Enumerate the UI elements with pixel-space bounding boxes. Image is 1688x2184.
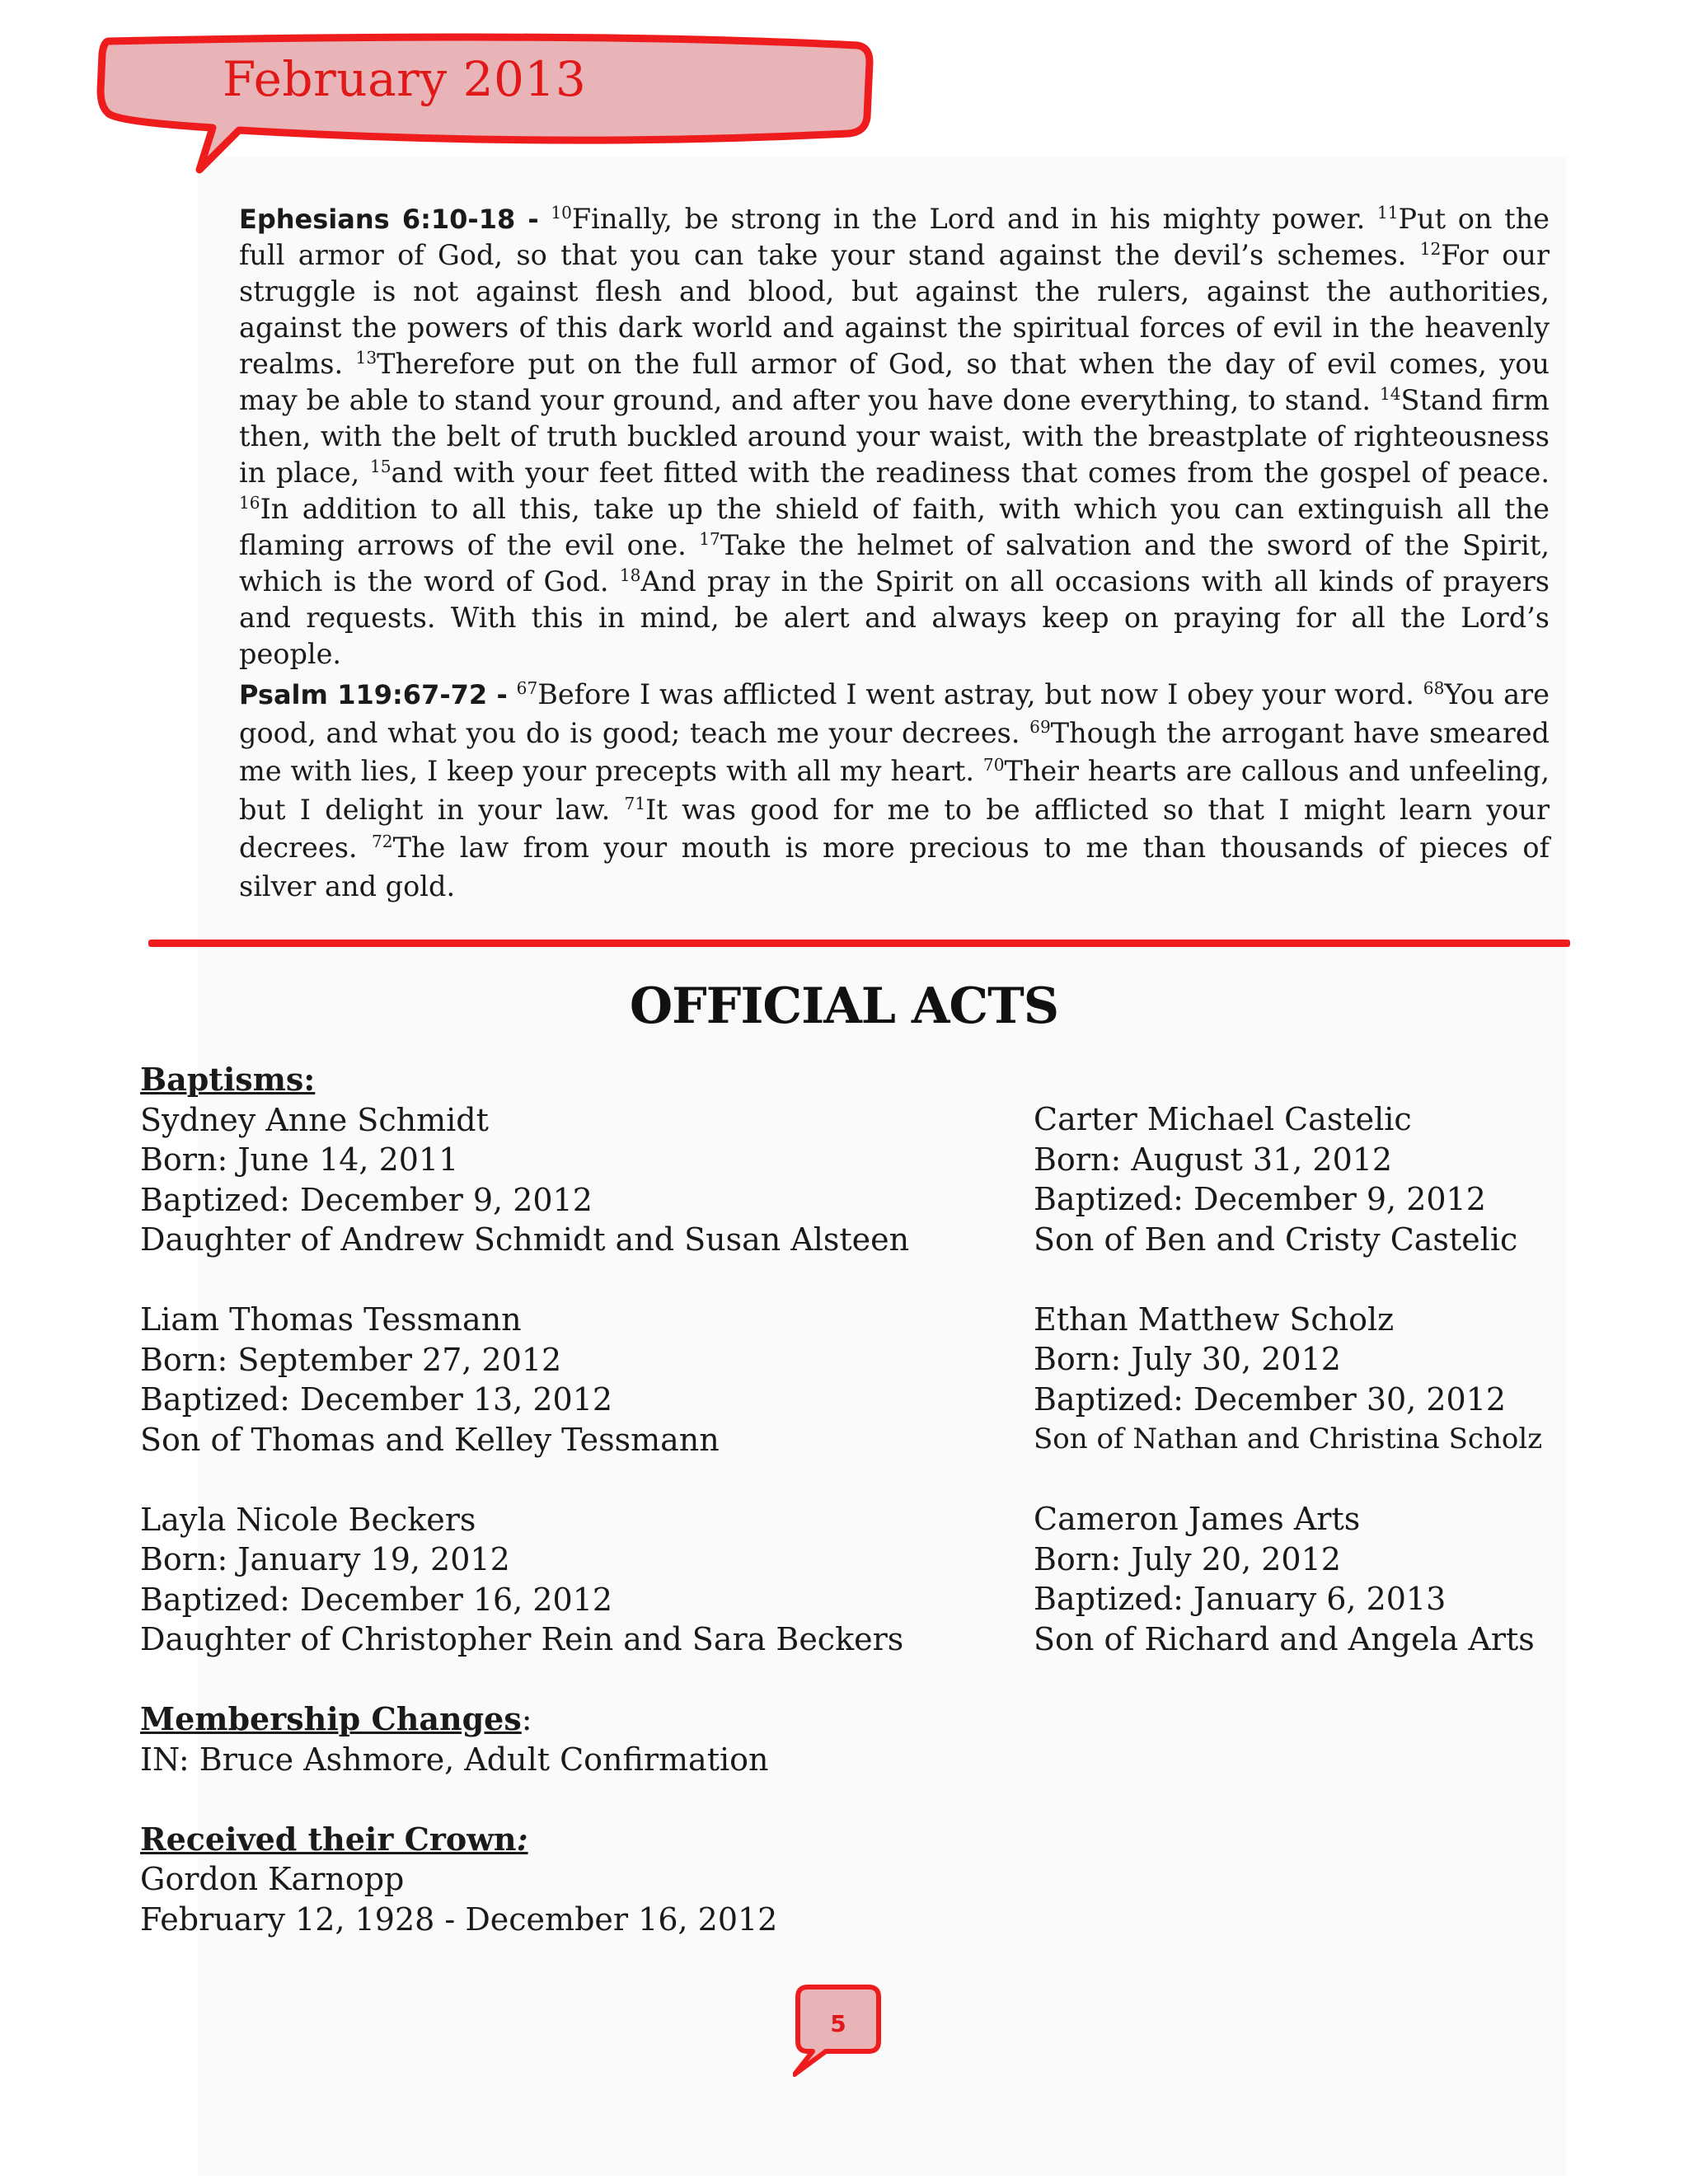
speech-bubble-icon (91, 25, 890, 190)
verse-number: 10 (551, 202, 572, 223)
scripture-ephesians (239, 201, 1550, 673)
verse-text: For our struggle is not against flesh and blood, but against the rulers, against the authorities, against the powers of this dark world and against the spiritual forces of evil in the heavenly realms. (239, 239, 1550, 380)
crown-heading-line (140, 1820, 909, 1860)
baptism-entry (140, 1500, 909, 1660)
verse-number: 70 (982, 754, 1005, 775)
membership-entry: IN: Bruce Ashmore, Adult Confirmation (140, 1741, 769, 1778)
baptism-born: Born: July 30, 2012 (1034, 1341, 1341, 1377)
verse-number: 14 (1379, 383, 1401, 404)
verse-text: Take the helmet of salvation and the sword of the Spirit, which is the word of God. (239, 529, 1550, 598)
official-acts-right-column (1034, 1099, 1542, 1699)
baptism-parents: Daughter of Christopher Rein and Sara Beckers (140, 1621, 904, 1657)
verse-text: In addition to all this, take up the shield of faith, with which you can extinguish all the flaming arrows of the evil one. (239, 493, 1550, 561)
verse-number: 69 (1029, 716, 1051, 737)
crown-colon: : (516, 1820, 528, 1858)
baptism-baptized: Baptized: December 9, 2012 (140, 1181, 593, 1218)
baptism-entry (140, 1300, 909, 1460)
baptism-entry (140, 1100, 909, 1260)
official-acts-title: OFFICIAL ACTS (629, 977, 1059, 1035)
verse-number: 18 (619, 565, 641, 585)
section-divider (148, 940, 1570, 947)
baptism-name: Ethan Matthew Scholz (1034, 1301, 1395, 1338)
page-title: February 2013 (223, 51, 587, 107)
verse-text: You are good, and what you do is good; teach me your decrees. (239, 678, 1550, 749)
verse-number: 71 (624, 793, 646, 813)
baptism-baptized: Baptized: December 16, 2012 (140, 1581, 613, 1618)
baptism-name: Cameron James Arts (1034, 1501, 1361, 1537)
psalm-reference: Psalm 119:67-72 - (239, 679, 508, 710)
verse-number: 17 (699, 528, 720, 549)
baptism-born: Born: June 14, 2011 (140, 1141, 459, 1178)
verse-text: Though the arrogant have smeared me with lies, I keep your precepts with all my heart. (239, 716, 1550, 787)
baptism-baptized: Baptized: January 6, 2013 (1034, 1581, 1447, 1617)
verse-number: 68 (1423, 677, 1445, 698)
verse-text: Stand firm then, with the belt of truth buckled around your waist, with the breastplate of righteousness in place, (239, 384, 1550, 489)
membership-heading-line (140, 1699, 909, 1740)
baptism-parents: Daughter of Andrew Schmidt and Susan Alsteen (140, 1221, 910, 1258)
verse-text: And pray in the Spirit on all occasions with all kinds of prayers and requests. With this in mind, be alert and always keep on praying for all the Lord’s people. (239, 565, 1550, 670)
verse-number: 15 (369, 456, 392, 476)
baptism-name: Carter Michael Castelic (1034, 1101, 1412, 1137)
scripture-psalm (239, 676, 1550, 906)
crown-dates: February 12, 1928 - December 16, 2012 (140, 1900, 778, 1938)
baptism-baptized: Baptized: December 13, 2012 (140, 1381, 613, 1418)
membership-heading: Membership Changes (140, 1700, 522, 1737)
baptism-baptized: Baptized: December 30, 2012 (1034, 1380, 1507, 1418)
ephesians-reference: Ephesians 6:10-18 - (239, 204, 539, 235)
verse-text: and with your feet fitted with the readiness that comes from the gospel of peace. (391, 457, 1550, 489)
baptism-born: Born: August 31, 2012 (1034, 1141, 1393, 1178)
verse-text: Therefore put on the full armor of God, so that when the day of evil comes, you may be able to stand your ground, and after you have done everything, to stand. (239, 348, 1550, 416)
membership-colon: : (521, 1701, 532, 1737)
verse-number: 12 (1419, 238, 1442, 259)
baptisms-heading: Baptisms: (140, 1061, 316, 1098)
verse-text: Finally, be strong in the Lord and in his mighty power. (571, 203, 1377, 235)
baptism-born: Born: January 19, 2012 (140, 1541, 510, 1577)
baptism-entry (1034, 1300, 1542, 1460)
baptism-name: Sydney Anne Schmidt (140, 1101, 489, 1138)
verse-number: 72 (372, 831, 393, 851)
baptism-name: Liam Thomas Tessmann (140, 1301, 522, 1338)
baptism-parents: Son of Richard and Angela Arts (1034, 1620, 1535, 1657)
crown-heading: Received their Crown (140, 1820, 517, 1858)
verse-text: The law from your mouth is more precious to me than thousands of pieces of silver and gold. (239, 832, 1550, 902)
verse-number: 16 (239, 492, 260, 513)
verse-number: 67 (516, 677, 538, 698)
verse-number: 11 (1376, 202, 1399, 223)
official-acts-left-column (140, 1060, 909, 1939)
baptism-born: Born: September 27, 2012 (140, 1341, 562, 1378)
crown-name: Gordon Karnopp (140, 1861, 405, 1897)
page-number: 5 (830, 2010, 846, 2037)
verse-text: Before I was afflicted I went astray, but now I obey your word. (537, 678, 1423, 710)
baptism-parents: Son of Nathan and Christina Scholz (1034, 1422, 1543, 1455)
baptism-baptized: Baptized: December 9, 2012 (1034, 1181, 1486, 1217)
verse-text: Their hearts are callous and unfeeling, but I delight in your law. (239, 755, 1550, 826)
baptism-parents: Son of Ben and Cristy Castelic (1034, 1221, 1518, 1258)
header-banner (91, 25, 890, 190)
verse-text: It was good for me to be afflicted so that I might learn your decrees. (239, 793, 1550, 864)
baptism-entry (1034, 1099, 1542, 1259)
baptism-born: Born: July 20, 2012 (1034, 1540, 1341, 1577)
baptism-name: Layla Nicole Beckers (140, 1501, 476, 1538)
verse-text: Put on the full armor of God, so that you can take your stand against the devil’s schemes. (239, 203, 1550, 271)
page-number-badge (793, 1982, 884, 2081)
verse-number: 13 (355, 347, 377, 368)
baptism-parents: Son of Thomas and Kelley Tessmann (140, 1421, 720, 1458)
baptism-entry (1034, 1499, 1542, 1659)
